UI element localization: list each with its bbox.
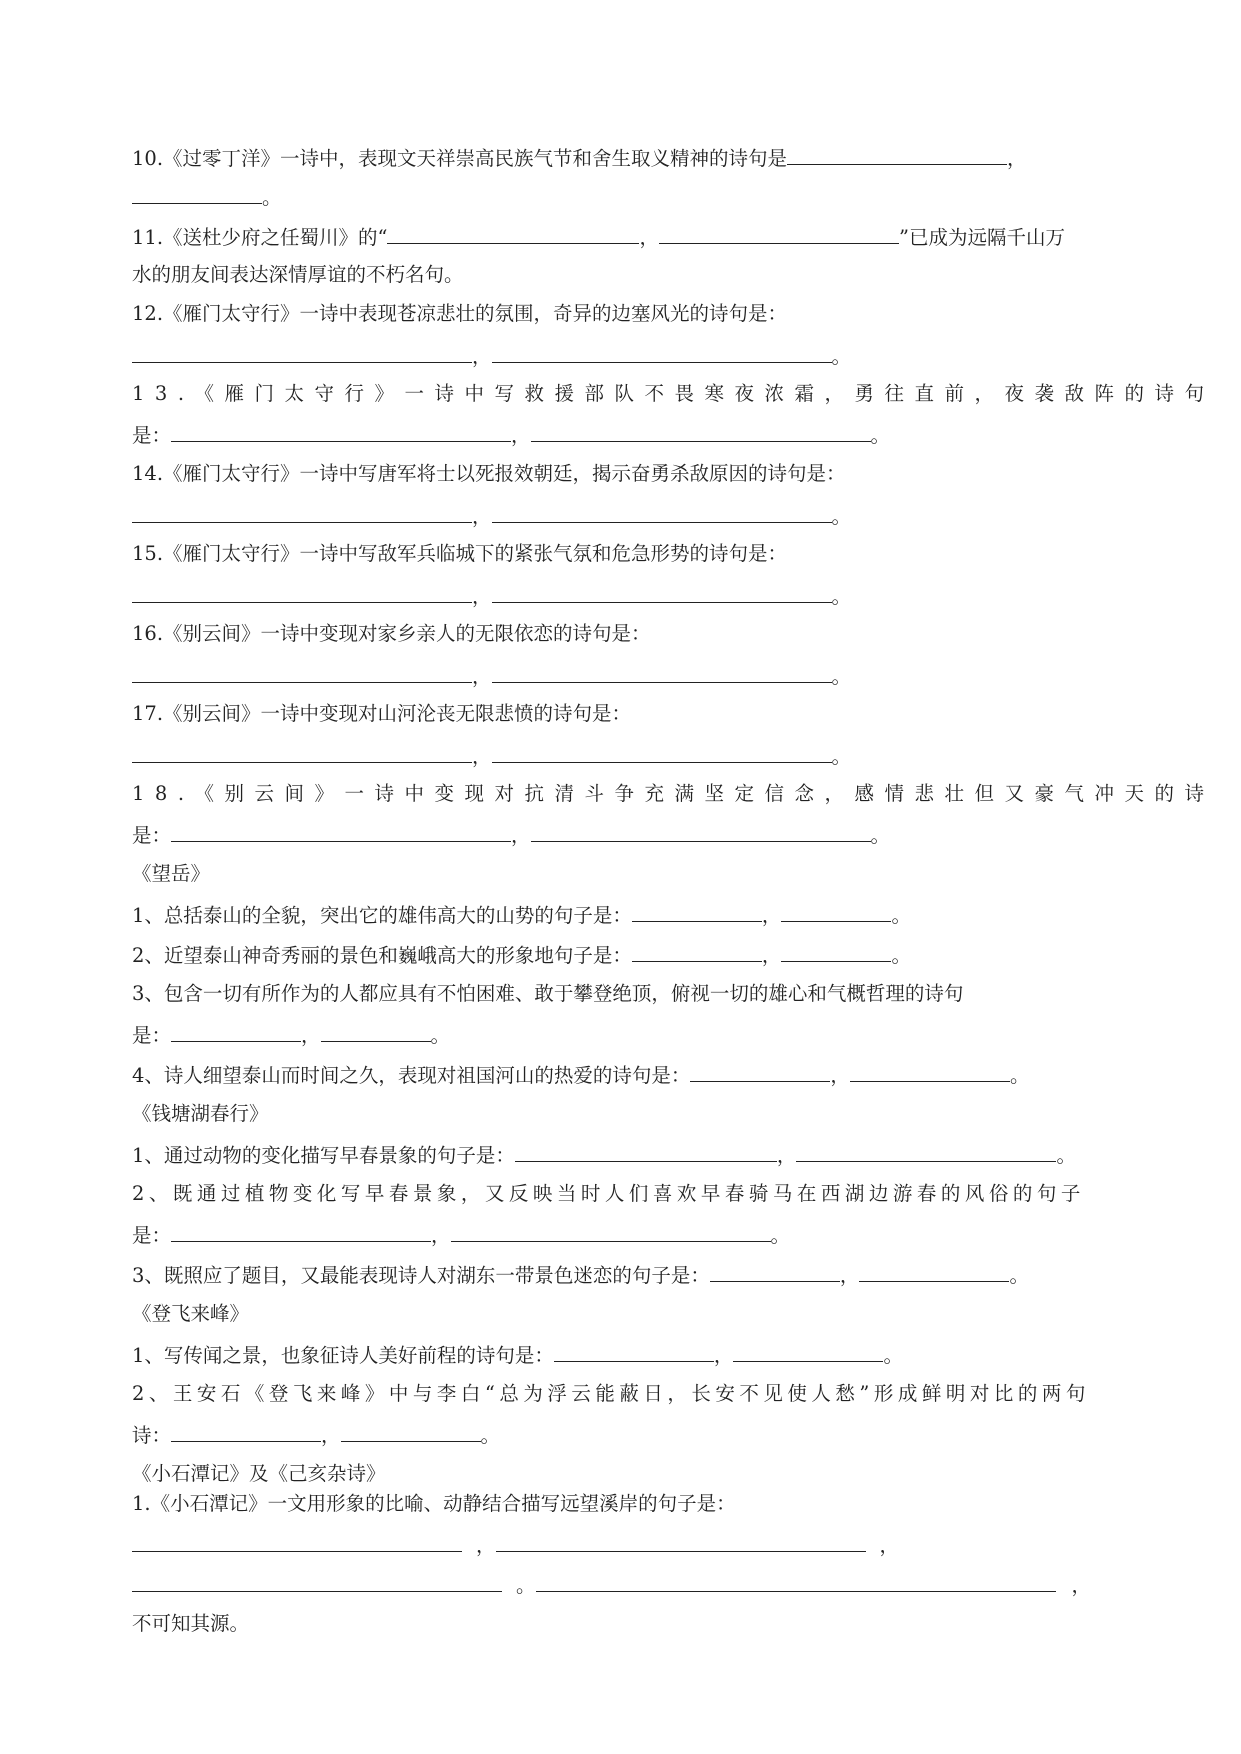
question-text: 11.《送杜少府之任蜀川》的“ xyxy=(132,226,388,249)
answer-blank[interactable] xyxy=(781,941,891,962)
question-10-line2 xyxy=(132,183,282,211)
answer-blank[interactable] xyxy=(859,1261,1009,1282)
answer-blank[interactable] xyxy=(710,1261,840,1282)
comma: ， xyxy=(839,1264,860,1287)
wangyue-q1 xyxy=(132,901,911,929)
period: 。 xyxy=(516,1574,536,1597)
period: 。 xyxy=(1009,1264,1029,1287)
period: 。 xyxy=(480,1424,501,1447)
answer-blank[interactable] xyxy=(531,421,871,442)
comma: ， xyxy=(1007,147,1027,170)
comma: ， xyxy=(301,1024,321,1047)
is-label: 是： xyxy=(132,424,172,447)
question-text: 1、总括泰山的全貌，突出它的雄伟高大的山势的句子是： xyxy=(132,904,632,927)
period: 。 xyxy=(831,745,852,768)
question-text: 2、王安石《登飞来峰》中与李白“总为浮云能蔽日，长安不见使人愁”形成鲜明对比的两句 xyxy=(132,1382,1090,1405)
period: 。 xyxy=(891,904,911,927)
comma: ， xyxy=(639,226,659,249)
answer-blank[interactable] xyxy=(496,1531,866,1552)
comma: ， xyxy=(472,345,492,368)
period: 。 xyxy=(831,345,852,368)
period: 。 xyxy=(1056,1144,1076,1167)
question-12 xyxy=(132,301,787,327)
question-14 xyxy=(132,461,846,487)
is-label: 诗： xyxy=(132,1424,172,1447)
comma: ， xyxy=(472,585,492,608)
comma: ， xyxy=(476,1534,496,1557)
section-title-qiantang xyxy=(132,1101,269,1127)
period: 。 xyxy=(891,944,911,967)
answer-blank[interactable] xyxy=(515,1141,777,1162)
period: 。 xyxy=(1009,1064,1030,1087)
question-text: 18.《别云间》一诗中变现对抗清斗争充满坚定信念，感情悲壮但又豪气冲天的诗 xyxy=(132,782,1215,805)
period: 。 xyxy=(770,1224,791,1247)
wangyue-q3-answers xyxy=(132,1021,450,1049)
answer-blank[interactable] xyxy=(132,742,472,763)
question-text: 3、既照应了题目，又最能表现诗人对湖东一带景色迷恋的句子是： xyxy=(132,1264,710,1287)
section-title: 《小石潭记》及《己亥杂诗》 xyxy=(132,1462,386,1485)
qiantang-q2-answers xyxy=(132,1221,790,1249)
answer-blank[interactable] xyxy=(132,342,472,363)
feilaifeng-q2-answers xyxy=(132,1421,500,1449)
answer-blank[interactable] xyxy=(536,1571,1056,1592)
question-15-answers xyxy=(132,582,851,610)
comma: ， xyxy=(511,824,531,847)
question-text: 10.《过零丁洋》一诗中，表现文天祥崇高民族气节和舍生取义精神的诗句是 xyxy=(132,147,788,170)
comma: ， xyxy=(472,665,492,688)
qiantang-q2 xyxy=(132,1181,1085,1207)
answer-blank[interactable] xyxy=(321,1021,431,1042)
wangyue-q4 xyxy=(132,1061,1029,1089)
answer-blank[interactable] xyxy=(632,901,762,922)
comma: ， xyxy=(321,1424,341,1447)
comma: ， xyxy=(761,904,782,927)
question-18-answers xyxy=(132,821,890,849)
period: 。 xyxy=(831,505,852,528)
answer-blank[interactable] xyxy=(492,342,832,363)
question-16-answers xyxy=(132,662,851,690)
comma: ， xyxy=(472,745,492,768)
feilaifeng-q1 xyxy=(132,1341,903,1369)
xiaoshitan-q1-tail xyxy=(132,1611,249,1637)
question-text: 水的朋友间表达深情厚谊的不朽名句。 xyxy=(132,263,464,286)
is-label: 是： xyxy=(132,824,172,847)
is-label: 是： xyxy=(132,1024,172,1047)
answer-blank[interactable] xyxy=(733,1341,883,1362)
answer-blank[interactable] xyxy=(492,502,832,523)
answer-blank[interactable] xyxy=(171,1421,321,1442)
period: 。 xyxy=(883,1344,903,1367)
comma: ， xyxy=(431,1224,451,1247)
section-title: 《登飞来峰》 xyxy=(132,1302,250,1325)
question-text: 1.《小石潭记》一文用形象的比喻、动静结合描写远望溪岸的句子是： xyxy=(132,1492,736,1515)
qiantang-q1 xyxy=(132,1141,1076,1169)
question-text: 12.《雁门太守行》一诗中表现苍凉悲壮的氛围，奇异的边塞风光的诗句是： xyxy=(132,302,788,325)
answer-blank[interactable] xyxy=(132,502,472,523)
feilaifeng-q2 xyxy=(132,1381,1090,1407)
question-14-answers xyxy=(132,502,851,530)
period: 。 xyxy=(870,424,891,447)
answer-blank[interactable] xyxy=(171,1021,301,1042)
xiaoshitan-q1-line1 xyxy=(132,1531,899,1559)
period: 。 xyxy=(870,824,891,847)
comma: ， xyxy=(830,1064,850,1087)
question-text: 16.《别云间》一诗中变现对家乡亲人的无限依恋的诗句是： xyxy=(132,622,651,645)
question-text: 1、写传闻之景，也象征诗人美好前程的诗句是： xyxy=(132,1344,554,1367)
question-13-answers xyxy=(132,421,890,449)
answer-blank[interactable] xyxy=(451,1221,771,1242)
answer-blank[interactable] xyxy=(850,1061,1010,1082)
question-text: 15.《雁门太守行》一诗中写敌军兵临城下的紧张气氛和危急形势的诗句是： xyxy=(132,542,788,565)
period: 。 xyxy=(430,1024,451,1047)
qiantang-q3 xyxy=(132,1261,1029,1289)
answer-blank[interactable] xyxy=(132,582,472,603)
answer-blank[interactable] xyxy=(554,1341,714,1362)
question-13 xyxy=(132,381,1215,407)
answer-blank[interactable] xyxy=(132,662,472,683)
answer-blank[interactable] xyxy=(132,1531,462,1552)
comma: ， xyxy=(511,424,531,447)
question-text-tail: 不可知其源。 xyxy=(132,1612,250,1635)
answer-blank[interactable] xyxy=(492,742,832,763)
section-title-feilaifeng xyxy=(132,1301,249,1327)
comma: ， xyxy=(879,1534,900,1557)
question-text: 2、既通过植物变化写早春景象，又反映当时人们喜欢早春骑马在西湖边游春的风俗的句子 xyxy=(132,1182,1085,1205)
question-text: 1、通过动物的变化描写早春景象的句子是： xyxy=(132,1144,515,1167)
answer-blank[interactable] xyxy=(492,662,832,683)
question-15 xyxy=(132,541,787,567)
question-12-answers xyxy=(132,342,851,370)
question-11-line2 xyxy=(132,262,464,288)
wangyue-q3 xyxy=(132,981,963,1007)
comma: ， xyxy=(472,505,492,528)
question-text: 2、近望泰山神奇秀丽的景色和巍峨高大的形象地句子是： xyxy=(132,944,632,967)
question-text: 13.《雁门太守行》一诗中写救援部队不畏寒夜浓霜，勇往直前，夜袭敌阵的诗句 xyxy=(132,382,1215,405)
question-10 xyxy=(132,144,1027,172)
answer-blank[interactable] xyxy=(171,1221,431,1242)
question-text-tail: ”已成为远隔千山万 xyxy=(899,226,1065,249)
xiaoshitan-q1 xyxy=(132,1491,736,1517)
answer-blank[interactable] xyxy=(659,223,899,244)
answer-blank[interactable] xyxy=(690,1061,830,1082)
answer-blank[interactable] xyxy=(796,1141,1056,1162)
answer-blank[interactable] xyxy=(387,223,639,244)
answer-blank[interactable] xyxy=(341,1421,481,1442)
answer-blank[interactable] xyxy=(132,183,262,204)
wangyue-q2 xyxy=(132,941,911,969)
answer-blank[interactable] xyxy=(781,901,891,922)
answer-blank[interactable] xyxy=(171,821,511,842)
answer-blank[interactable] xyxy=(632,941,762,962)
answer-blank[interactable] xyxy=(171,421,511,442)
question-17-answers xyxy=(132,742,851,770)
section-title: 《钱塘湖春行》 xyxy=(132,1102,269,1125)
answer-blank[interactable] xyxy=(492,582,832,603)
question-18 xyxy=(132,781,1215,807)
comma: ， xyxy=(1071,1574,1092,1597)
period: 。 xyxy=(831,665,852,688)
is-label: 是： xyxy=(132,1224,172,1247)
question-16 xyxy=(132,621,651,647)
period: 。 xyxy=(831,585,852,608)
comma: ， xyxy=(776,1144,797,1167)
comma: ， xyxy=(761,944,782,967)
question-17 xyxy=(132,701,631,727)
section-title-wangyue xyxy=(132,861,210,887)
question-11 xyxy=(132,223,1065,251)
question-text: 17.《别云间》一诗中变现对山河沦丧无限悲愤的诗句是： xyxy=(132,702,632,725)
question-text: 3、包含一切有所作为的人都应具有不怕困难、敢于攀登绝顶，俯视一切的雄心和气概哲理的诗句 xyxy=(132,982,964,1005)
period: 。 xyxy=(262,186,282,209)
answer-blank[interactable] xyxy=(787,144,1007,165)
section-title: 《望岳》 xyxy=(132,862,211,885)
question-text: 4、诗人细望泰山而时间之久，表现对祖国河山的热爱的诗句是： xyxy=(132,1064,691,1087)
comma: ， xyxy=(713,1344,734,1367)
xiaoshitan-q1-line2 xyxy=(132,1571,1091,1599)
answer-blank[interactable] xyxy=(531,821,871,842)
section-title-xiaoshitan xyxy=(132,1461,386,1487)
answer-blank[interactable] xyxy=(132,1571,502,1592)
question-text: 14.《雁门太守行》一诗中写唐军将士以死报效朝廷，揭示奋勇杀敌原因的诗句是： xyxy=(132,462,846,485)
